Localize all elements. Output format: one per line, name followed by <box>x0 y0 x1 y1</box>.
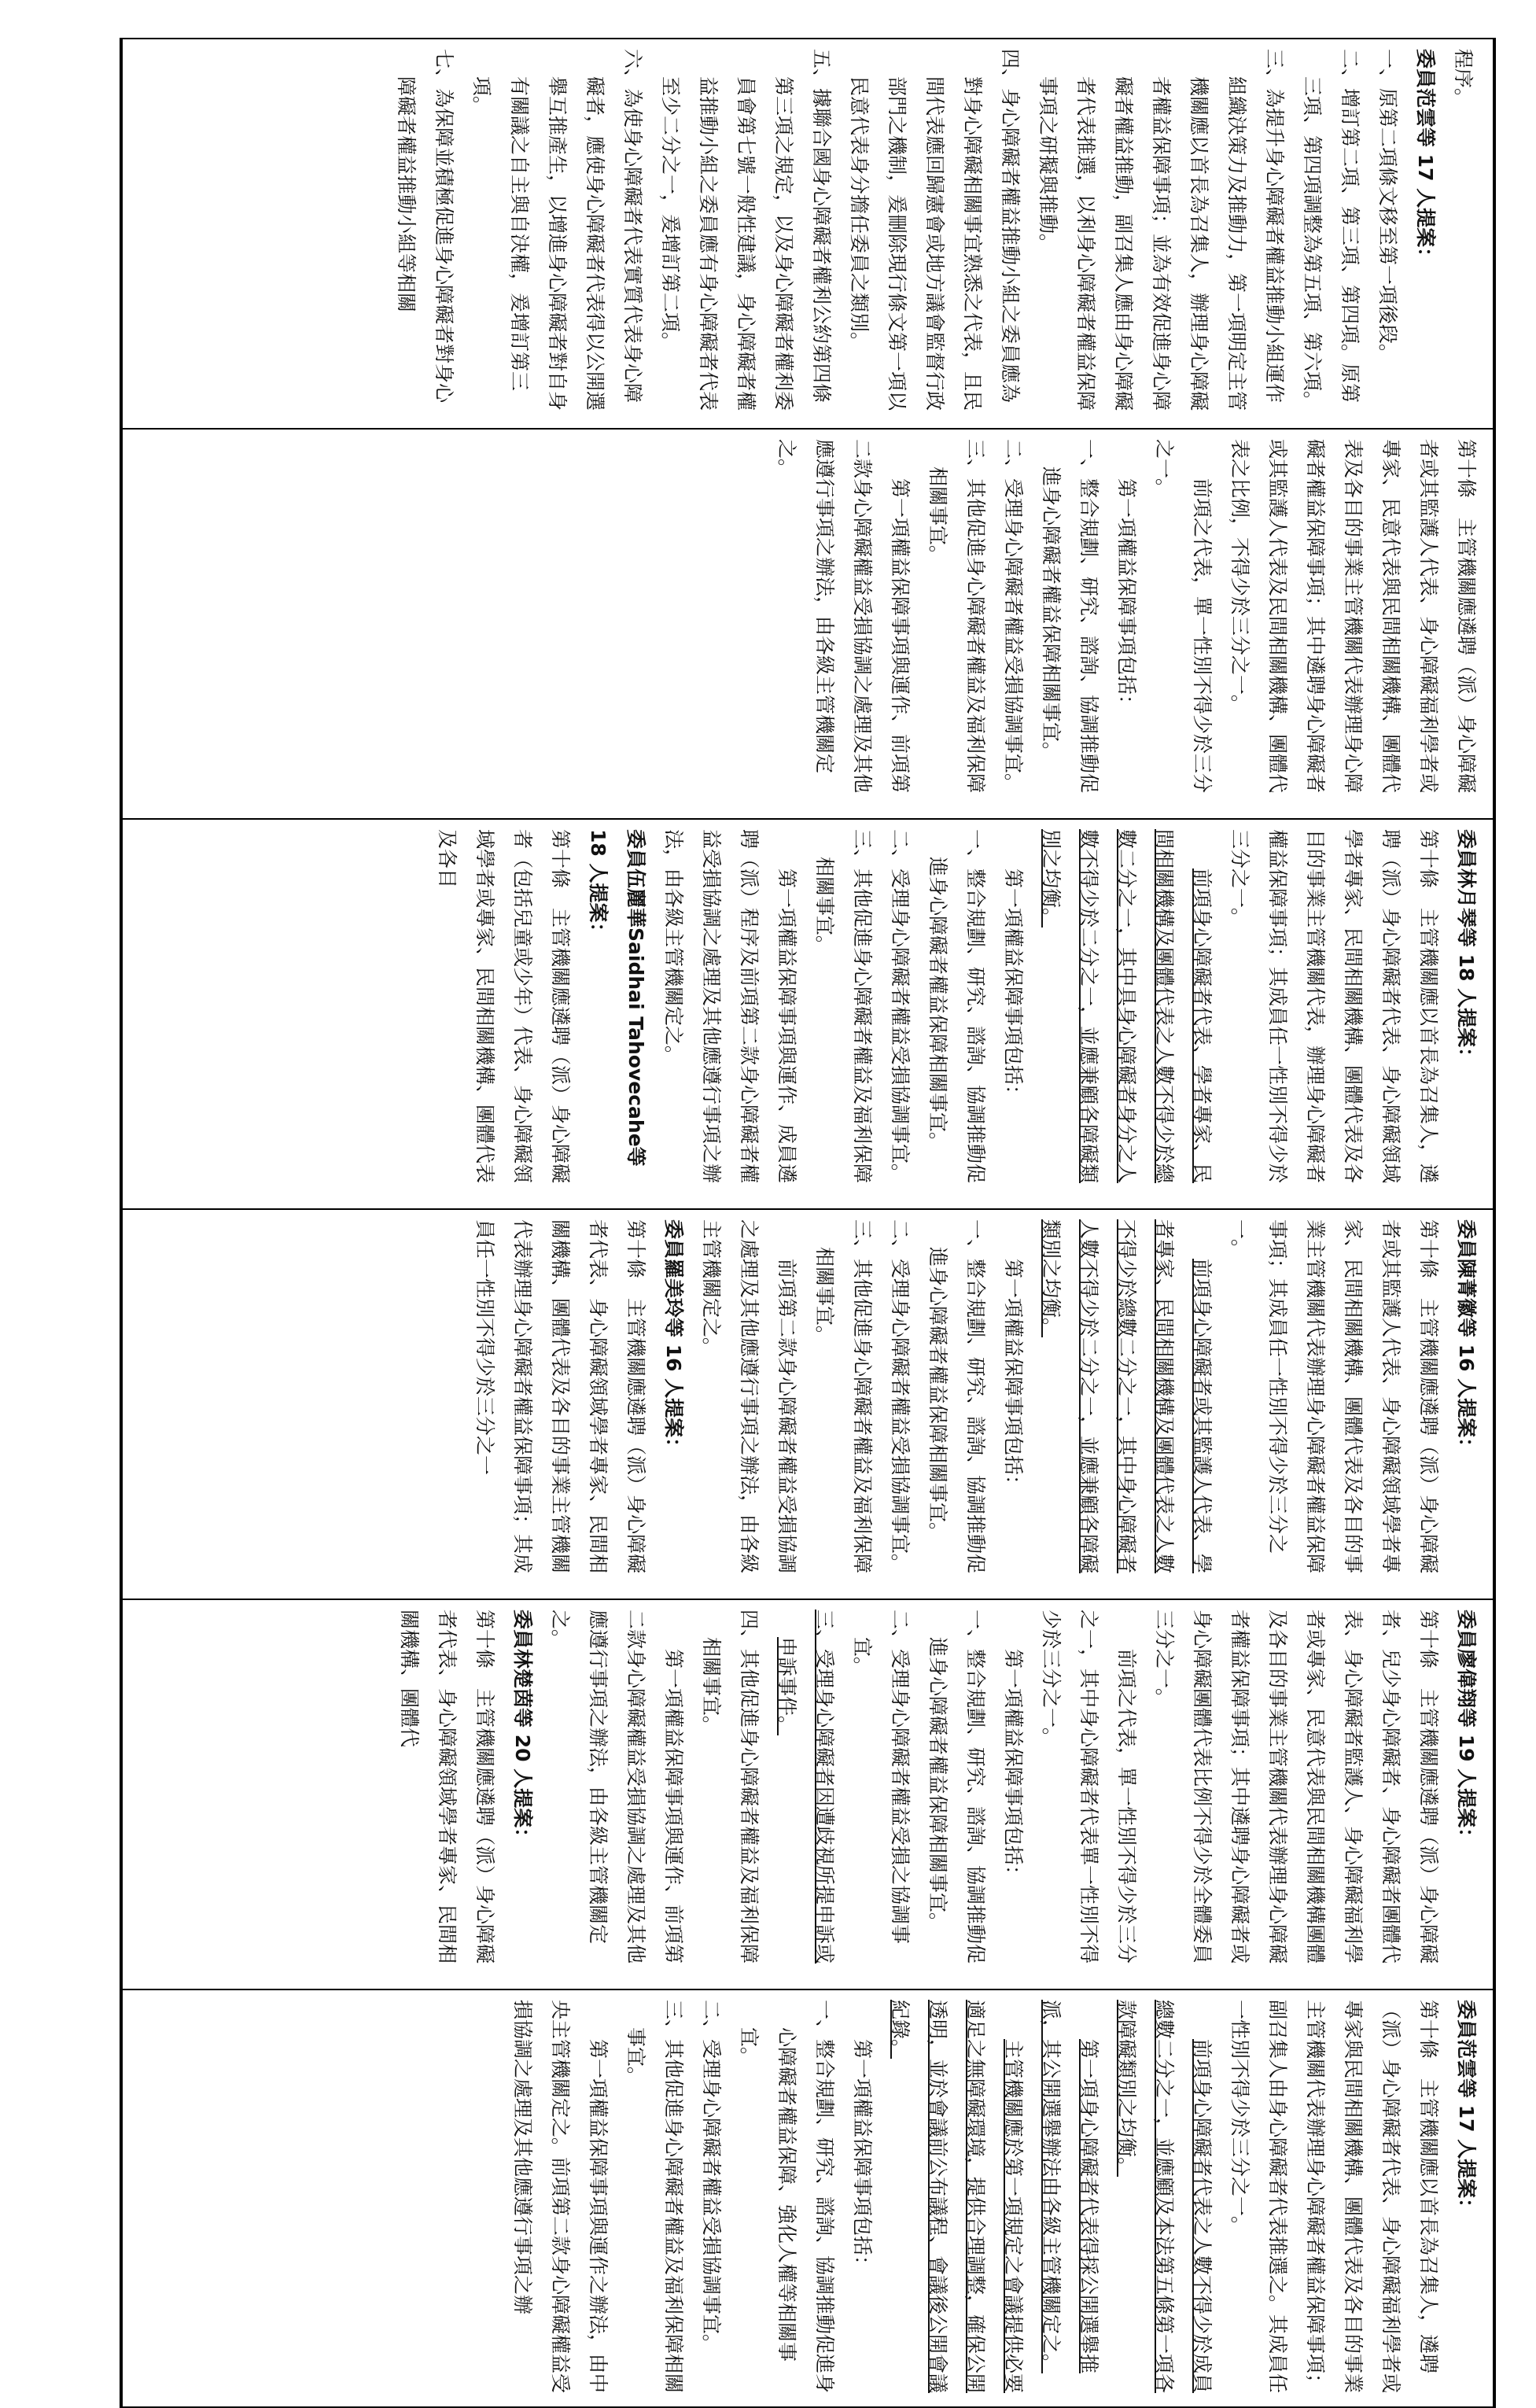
paragraph: 第十條 主管機關應遴聘（派）身心障礙者（包括兒童或少年）代表、身心障礙領域學者或專家、民間相關機構、團體代表及各目 <box>436 829 572 1184</box>
column-current-law <box>121 429 1494 819</box>
paragraph: 一、原第二項條文移至第一項後段。 <box>1376 49 1399 364</box>
paragraph: 第十條 主管機關應遴聘（派）身心障礙者代表、身心障礙領域學者專家、民間相關機構、團體代表及各目的事業主管機關代表辦理身心障礙者權益保障事項；其成員任一性別不得少於三分之一 <box>473 1219 647 1574</box>
paragraph: 主管機關應於第一項規定之會議提供必要適足之無障礙環境，提供合理調整，確保公開透明，並於會議前公布議程、會議後公開會議紀錄。 <box>889 2000 1025 2394</box>
paragraph: 第一項權益保障事項包括： <box>1002 1649 1025 1886</box>
paragraph: 前項之代表，單一性別不得少於三分之一，其中身心障礙者代表單一性別不得少於三分之一。 <box>1040 1610 1138 1964</box>
paragraph: 三、受理身心障礙者因遭歧視所提申訴或申訴事件。 <box>775 1610 836 1964</box>
paragraph: 二、受理身心障礙者權益受損協調事宜。 <box>1002 439 1025 794</box>
section-title: 委員廖偉翔等 19 人提案： <box>1455 1610 1478 1848</box>
section-title: 委員范雲等 17 人提案： <box>1455 2000 1478 2218</box>
comparison-table <box>120 38 1496 2408</box>
paragraph: 三、其他促進身心障礙者權益及福利保障相關事宜。 <box>813 1219 874 1574</box>
table-row <box>121 39 1494 2407</box>
paragraph: 第十條 主管機關應遴聘（派）身心障礙者或其監護人代表、身心障礙領域學者專家、民間相關機構、團體代表及各目的事業主管機關代表辦理身心障礙者權益保障事項；其成員任一性別不得少於三分之一。 <box>1228 1219 1440 1574</box>
column-fanyun-explanation <box>121 39 1494 429</box>
paragraph: 三、其他促進身心障礙者權益及福利保障相關事宜。 <box>624 2000 685 2394</box>
paragraph: 前項身心障礙者代表、學者專家、民間相關機構及團體代表之人數不得少於總數二分之一，其中具身心障礙者身分之人數不得少於二分之一，並應兼顧各障礙類別之均衡。 <box>1040 829 1214 1184</box>
column-liaoweixiang <box>121 1599 1494 1989</box>
continuation-note: 程序。 <box>1452 49 1475 109</box>
paragraph: 第一項權益保障事項與運作之辦法，由中央主管機關定之。前項第二款身心障礙權益受損協調之處理及其他應遵行事項之辦 <box>511 2000 610 2394</box>
section-title: 委員林月琴等 18 人提案： <box>1455 829 1478 1068</box>
paragraph: 一、整合規劃、研究、諮詢、協調推動促進身心障礙者權益保障、強化人權等相關事宜。 <box>738 2000 836 2394</box>
paragraph: 第一項權益保障事項與運作、前項第二款身心障礙權益受損協調之處理及其他應遵行事項之辦法，由各級主管機關定之。 <box>775 439 912 794</box>
section-title: 委員羅美玲等 16 人提案： <box>662 1219 685 1458</box>
paragraph: 四、身心障礙者權益推動小組之委員應為對身心障礙相關事宜熟悉之代表，且民間代表應回歸憲會或地方議會監督行政部門之機制，爰刪除現行條文第一項以民意代表身分擔任委員之類別。 <box>848 49 1022 411</box>
paragraph: 一、整合規劃、研究、諮詢、協調推動促進身心障礙者權益保障相關事宜。 <box>926 1219 987 1574</box>
paragraph: 第十條 主管機關應遴聘（派）身心障礙者或其監護人代表、身心障礙福利學者或專家、民意代表與民間相關機構、團體代表及各目的事業主管機關代表辦理身心障礙者權益保障事項；其中遴聘身心障礙者或其監護人代表及民間相關機構、團體代表之比例，不得少於三分之一。 <box>1228 439 1478 794</box>
paragraph: 五、據聯合國身心障礙者權利公約第四條第三項之規定，以及身心障礙者權利委員會第七號一般性建議，身心障礙者權益推動小組之委員應有身心障礙者代表至少二分之一，爰增訂第二項。 <box>659 49 833 411</box>
section-title: 委員林楚茵等 20 人提案： <box>511 1610 534 1848</box>
paragraph: 一、整合規劃、研究、諮詢、協調推動促進身心障礙者權益保障相關事宜。 <box>926 829 987 1184</box>
paragraph: 二、受理身心障礙者權益受損之協調事宜。 <box>851 1610 912 1945</box>
column-chenjinghui <box>121 1209 1494 1599</box>
paragraph: 二、受理身心障礙者權益受損協調事宜。 <box>889 1219 912 1574</box>
section-title: 委員范雲等 17 人提案： <box>1414 49 1437 267</box>
paragraph: 第十條 主管機關應遴聘（派）身心障礙者代表、身心障礙領域學者專家、民間相關機構、團體代 <box>398 1610 496 1964</box>
paragraph: 第一項權益保障事項與運作、前項第二款身心障礙權益受損協調之處理及其他應遵行事項之辦法，由各級主管機關定之。 <box>549 1610 685 1964</box>
paragraph: 一、整合規劃、研究、諮詢、協調推動促進身心障礙者權益保障相關事宜。 <box>1040 439 1100 794</box>
column-linyueqin <box>121 819 1494 1209</box>
paragraph: 第十條 主管機關應遴聘（派）身心障礙者、兒少身心障礙者、身心障礙者團體代表、身心障礙者監護人、身心障礙福利學者或專家、民意代表與民間相關機構團體及各目的事業主管機關代表辦理身心障礙者權益保障事項；其中遴聘身心障礙者或身心障礙團體代表比例不得少於全體委員三分之一。 <box>1153 1610 1440 1964</box>
paragraph: 第十條 主管機關應以首長為召集人，遴聘（派）身心障礙者代表、身心障礙福利學者或專家與民間相關機構、團體代表及各目的事業主管機關代表辦理身心障礙者權益保障事項；副召集人由身心障礙者代表推選之。其成員任一性別不得少於三分之一。 <box>1228 2000 1440 2394</box>
paragraph: 前項身心障礙者代表之人數不得少於成員總數二分之一，並應顧及本法第五條第一項各款障礙類別之均衡。 <box>1115 2000 1214 2394</box>
paragraph: 第一項權益保障事項包括： <box>1002 1259 1025 1495</box>
paragraph: 二、增訂第二項、第三項、第四項。原第三項、第四項調整為第五項、第六項。 <box>1301 49 1361 411</box>
paragraph: 二、受理身心障礙者權益受損協調事宜。 <box>889 829 912 1184</box>
paragraph: 第一項權益保障事項包括： <box>1002 868 1025 1105</box>
rotated-table-frame <box>120 38 1496 2394</box>
paragraph: 二、受理身心障礙者權益受損協調事宜。 <box>700 2000 723 2355</box>
paragraph: 第一項權益保障事項包括： <box>1115 478 1138 715</box>
paragraph: 前項之代表，單一性別不得少於三分之一。 <box>1153 439 1214 794</box>
paragraph: 七、為保障並積極促進身心障礙者對身心障礙者權益推動小組等相關 <box>395 49 455 404</box>
paragraph: 第一項身心障礙者代表得採公開選舉推派，其公開選舉辦法由各級主管機關定之。 <box>1040 2000 1100 2374</box>
paragraph: 前項第二款身心障礙者權益受損協調之處理及其他應遵行事項之辦法，由各級主管機關定之。 <box>700 1219 798 1574</box>
paragraph: 前項身心障礙者或其監護人代表、學者專家、民間相關機構及團體代表之人數不得少於總數二分之一，其中身心障礙者人數不得少於二分之一，並應兼顧各障礙類別之均衡。 <box>1040 1219 1214 1574</box>
paragraph: 三、其他促進身心障礙者權益及福利保障相關事宜。 <box>926 439 987 794</box>
column-fanyun-proposal <box>121 1989 1494 2407</box>
paragraph: 三、其他促進身心障礙者權益及福利保障相關事宜。 <box>813 829 874 1184</box>
paragraph: 第十條 主管機關應以首長為召集人，遴聘（派）身心障礙者代表、身心障礙領域學者專家、民間相關機構、團體代表及各目的事業主管機關代表，辦理身心障礙者權益保障事項；其成員任一性別不得少於三分之一。 <box>1228 829 1440 1184</box>
paragraph: 第一項權益保障事項與運作、成員遴聘（派）程序及前項第二款身心障礙者權益受損協調之處理及其他應遵行事項之辦法，由各級主管機關定之。 <box>662 829 798 1184</box>
paragraph: 六、為使身心障礙者代表實質代表身心障礙者，應使身心障礙者代表得以公開選舉互推產生，以增進身心障礙者對自身有關議之自主與自決權，爰增訂第三項。 <box>470 49 644 411</box>
paragraph: 一、整合規劃、研究、諮詢、協調推動促進身心障礙者權益保障相關事宜。 <box>926 1610 987 1964</box>
paragraph: 第一項權益保障事項包括： <box>851 2039 874 2276</box>
paragraph: 三、為提升身心障礙者權益推動小組運作組織決策力及推動力，第一項明定主管機關應以首長為召集人，辦理身心障礙者權益保障事項；並為有效促進身心障礙者權益推動，副召集人應由身心障礙者代表推選，以利身心障礙者權益保障事項之研擬與推動。 <box>1037 49 1286 411</box>
paragraph: 四、其他促進身心障礙者權益及福利保障相關事宜。 <box>700 1610 761 1964</box>
section-title: 委員伍麗華Saidhai Tahovecahe等 18 人提案： <box>587 829 647 1167</box>
section-title: 委員陳菁徽等 16 人提案： <box>1455 1219 1478 1458</box>
